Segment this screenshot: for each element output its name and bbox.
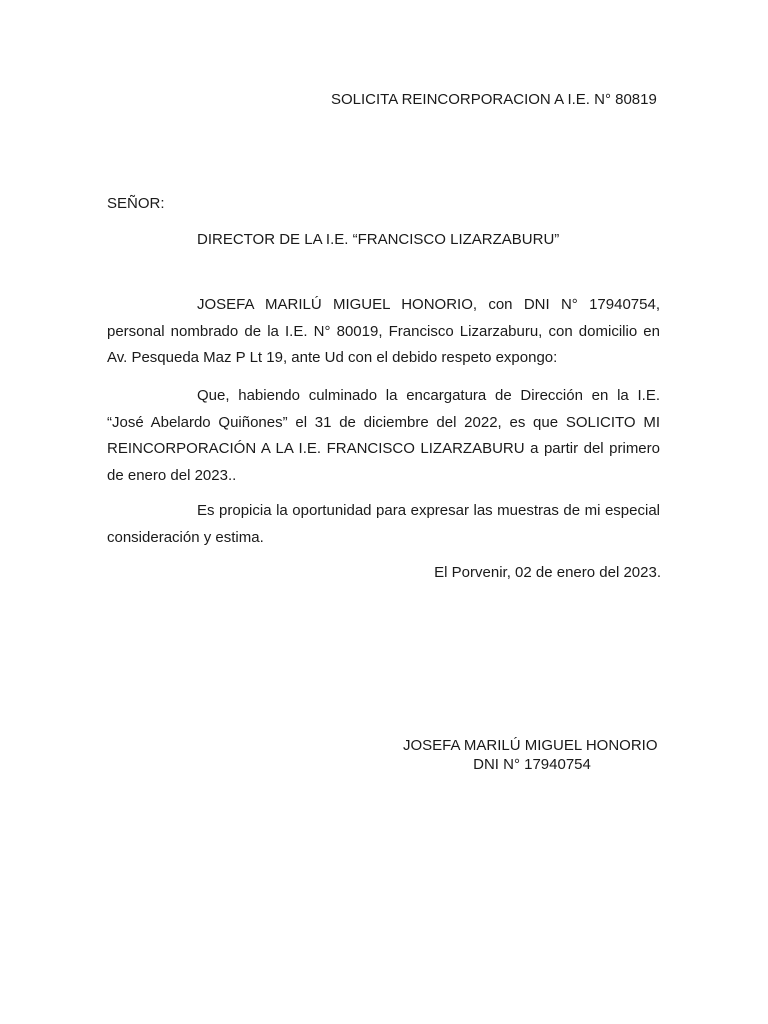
paragraph-line: “José Abelardo Quiñones” el 31 de diciembre del 2022, es que SOLICITO MI [107,413,660,431]
paragraph-line: Que, habiendo culminado la encargatura de Dirección en la I.E. [197,387,660,404]
paragraph-line: consideración y estima. [107,528,264,546]
paragraph-request [107,383,660,489]
paragraph-identification [107,292,660,372]
paragraph-line: Av. Pesqueda Maz P Lt 19, ante Ud con el debido respeto expongo: [107,349,558,366]
paragraph-line: personal nombrado de la I.E. N° 80019, Francisco Lizarzaburu, con domicilio en [107,322,660,340]
paragraph-line: JOSEFA MARILÚ MIGUEL HONORIO, con DNI N° 17940754, [197,296,660,313]
letter-salutation: SEÑOR: [107,195,165,212]
signature-block [403,736,661,774]
letter-addressee: DIRECTOR DE LA I.E. “FRANCISCO LIZARZABURU” [197,231,560,248]
letter-subject: SOLICITA REINCORPORACION A I.E. N° 80819 [331,91,657,108]
place-date: El Porvenir, 02 de enero del 2023. [434,564,661,581]
signatory-dni: DNI N° 17940754 [473,756,591,773]
paragraph-closing [107,498,660,551]
signatory-name: JOSEFA MARILÚ MIGUEL HONORIO [403,737,658,754]
paragraph-line: REINCORPORACIÓN A LA I.E. FRANCISCO LIZARZABURU a partir del primero [107,440,660,457]
paragraph-line: Es propicia la oportunidad para expresar las muestras de mi especial [197,502,660,519]
paragraph-line: de enero del 2023.. [107,466,237,484]
